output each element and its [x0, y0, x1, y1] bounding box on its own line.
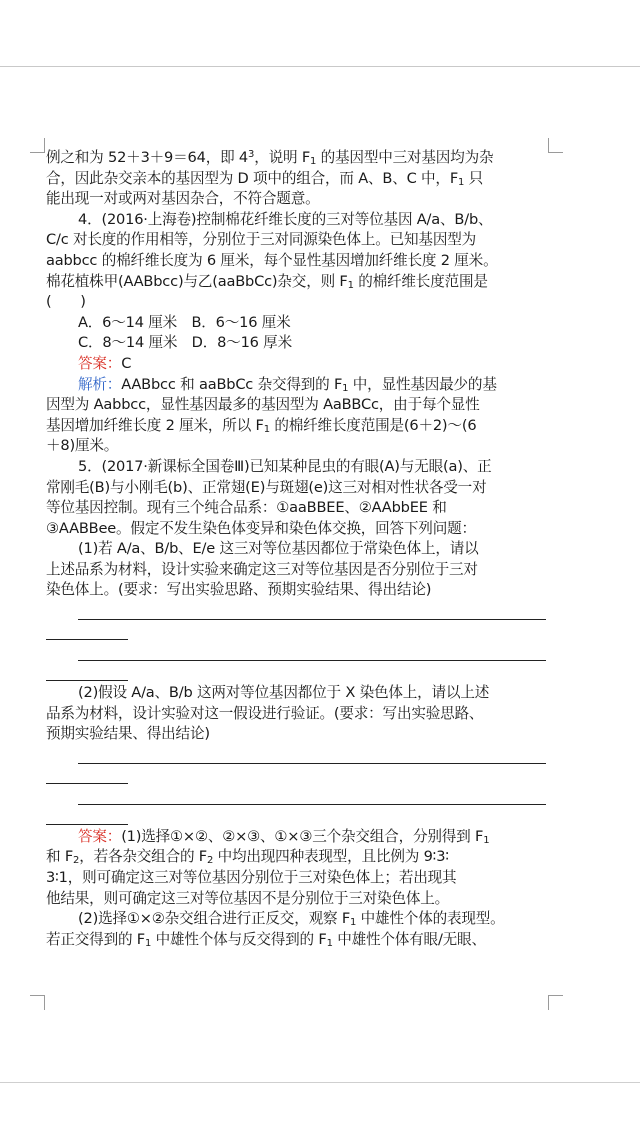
text-line: 若正交得到的 $F_1$ 中雄性个体与反交得到的 $F_1$ 中雄性个体有眼/无眼、: [46, 930, 486, 949]
answer-blank: [46, 601, 548, 642]
answer-label: 答案：: [78, 827, 122, 845]
text-line: 染色体上。(要求：写出实验思路、预期实验结果、得出结论): [46, 581, 432, 599]
crop-mark-bottom-left: [30, 995, 45, 1010]
text-line: 棉花植株甲(AABbcc)与乙(aaBbCc)杂交，则 $F_1$ 的棉纤维长度范围是: [46, 272, 488, 291]
text-line: 等位基因控制。现有三个纯合品系：①aaBBEE、②AAbbEE 和: [46, 499, 447, 517]
answer-line: 答案：(1)选择①×②、②×③、①×③三个杂交组合，分别得到 $F_1$: [78, 827, 490, 846]
text-line: 因型为 Aabbcc，显性基因最多的基因型为 AaBBCc，由于每个显性: [46, 396, 480, 414]
text-line: ＋8)厘米。: [46, 437, 119, 455]
text-line: 基因增加纤维长度 2 厘米，所以 $F_1$ 的棉纤维长度范围是(6＋2)～(6: [46, 416, 477, 435]
sub-question-2: (2)假设 A/a、B/b 这两对等位基因都位于 X 染色体上，请以上述: [78, 684, 490, 702]
analysis-line: 解析：AABbcc 和 aaBbCc 杂交得到的 $F_1$ 中，显性基因最少的基: [78, 375, 497, 394]
crop-mark-top-left: [30, 138, 45, 153]
bottom-divider: [0, 1082, 640, 1083]
answer-blank: [46, 745, 548, 786]
text-line: 品系为材料，设计实验对这一假设进行验证。(要求：写出实验思路、: [46, 704, 484, 722]
answer-label: 答案：: [78, 354, 122, 372]
crop-mark-bottom-right: [548, 995, 563, 1010]
crop-mark-top-right: [548, 138, 563, 153]
text-line: ③AABBee。假定不发生染色体变异和染色体交换，回答下列问题：: [46, 519, 476, 537]
question-5-title: 5．(2017·新课标全国卷Ⅲ)已知某种昆虫的有眼(A)与无眼(a)、正: [78, 457, 492, 475]
answer-blank: [46, 642, 548, 683]
option-line-ab: A．6～14 厘米 B．6～16 厘米: [78, 313, 291, 331]
document-body: [46, 148, 548, 950]
question-4-title: 4．(2016·上海卷)控制棉花纤维长度的三对等位基因 A/a、B/b、: [78, 210, 493, 228]
answer-blank: [46, 786, 548, 827]
text-line: 他结果，则可确定这三对等位基因不是分别位于三对染色体上。: [46, 889, 450, 907]
text-line: 例之和为 52＋3＋9＝64，即 $4^3$，说明 $F_1$ 的基因型中三对基因均为杂: [46, 149, 494, 167]
text-line: 能出现一对或两对基因杂合，不符合题意。: [46, 190, 320, 208]
text-line: 合，因此杂交亲本的基因型为 D 项中的组合，而 A、B、C 中，$F_1$ 只: [46, 169, 484, 188]
text-line: 常刚毛(B)与小刚毛(b)、正常翅(E)与斑翅(e)这三对相对性状各受一对: [46, 478, 487, 496]
option-line-cd: C．8～14 厘米 D．8～16 厚米: [78, 334, 292, 352]
answer-line: [46, 354, 548, 375]
sub-question-1: (1)若 A/a、B/b、E/e 这三对等位基因都位于常染色体上，请以: [78, 540, 479, 558]
text-line: ( ): [46, 293, 86, 311]
text-line: (2)选择①×②杂交组合进行正反交，观察 $F_1$ 中雄性个体的表现型。: [78, 910, 505, 929]
top-divider: [0, 66, 640, 67]
text-line: 和 $F_2$，若各杂交组合的 $F_2$ 中均出现四种表现型，且比例为 9∶3∶: [46, 848, 449, 867]
text-line: 预期实验结果、得出结论): [46, 725, 210, 743]
answer-value: C: [121, 354, 132, 372]
analysis-label: 解析：: [78, 375, 122, 393]
text-line: 3∶1，则可确定这三对等位基因分别位于三对染色体上；若出现其: [46, 869, 457, 887]
text-line: aabbcc 的棉纤维长度为 6 厘米，每个显性基因增加纤维长度 2 厘米。: [46, 251, 498, 269]
text-line: C/c 对长度的作用相等，分别位于三对同源染色体上。已知基因型为: [46, 231, 476, 249]
text-line: 上述品系为材料，设计实验来确定这三对等位基因是否分别位于三对: [46, 560, 478, 578]
